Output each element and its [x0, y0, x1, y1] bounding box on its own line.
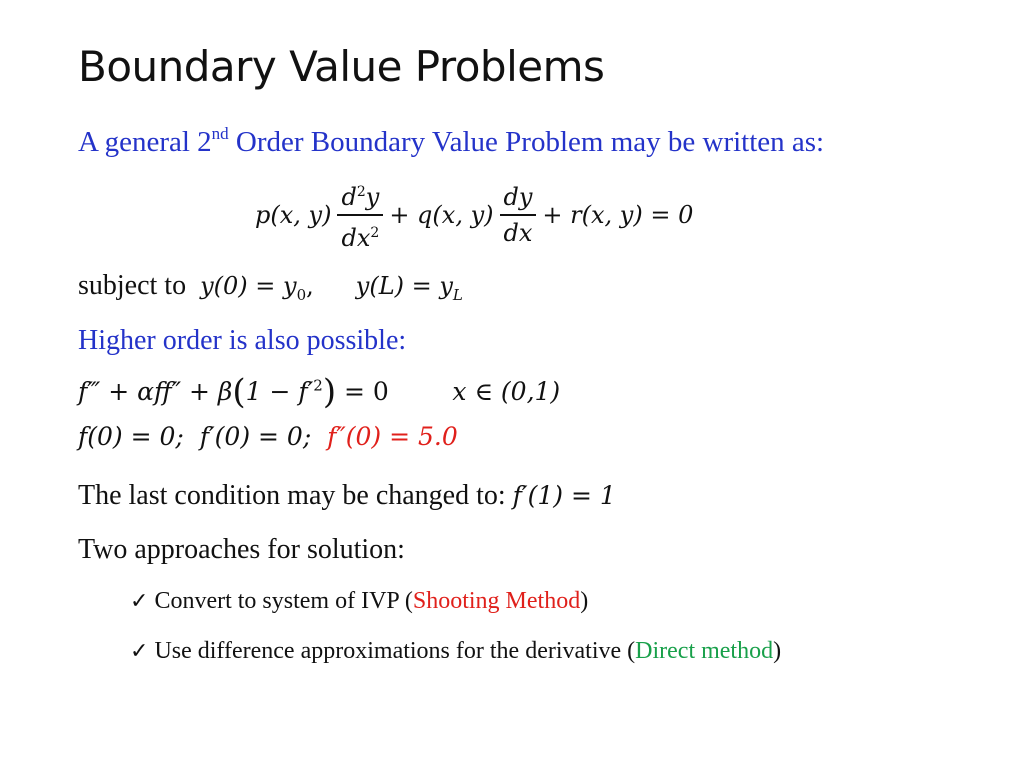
- third-order-equation: f‴ + $\alpha ff'' + \beta(1 - f'^2) = 0$ x ∈ (0,1): [78, 372, 561, 412]
- bc-left: $y(0) = y_0$,: [200, 272, 314, 304]
- last-condition-line: The last condition may be changed to: f′(1) = 1: [78, 480, 616, 511]
- direct-method-highlight: Direct method: [635, 638, 774, 664]
- intro-line: [78, 124, 824, 159]
- bvp-equation: [255, 175, 693, 255]
- bullet-direct-method: ✓ Use difference approximations for the derivative (Direct method): [130, 638, 782, 664]
- checkmark-icon: ✓: [130, 639, 149, 664]
- equation-domain: x ∈ (0,1): [452, 377, 561, 406]
- condition-f0: f(0) = 0;: [78, 422, 184, 451]
- approaches-heading: Two approaches for solution:: [78, 534, 405, 565]
- bc-right: $y(L) = y_L$: [355, 272, 463, 304]
- intro-suffix: Order Boundary Value Problem may be written as:: [228, 126, 825, 158]
- second-derivative-numerator: $d^2y$: [337, 177, 383, 216]
- first-derivative-fraction: [500, 182, 537, 248]
- subject-to-label: subject to: [78, 270, 187, 301]
- eq-q-term: + q(x, y): [389, 201, 494, 229]
- third-order-conditions: [78, 422, 458, 451]
- eq-p-term: p(x, y): [255, 201, 332, 229]
- intro-prefix: A general 2: [78, 126, 212, 158]
- second-derivative-fraction: [337, 177, 383, 253]
- shooting-method-highlight: Shooting Method: [412, 588, 581, 614]
- slide-title: Boundary Value Problems: [78, 42, 605, 91]
- higher-order-line: Higher order is also possible:: [78, 325, 407, 356]
- first-derivative-denominator: dx: [503, 219, 533, 247]
- eq-r-term: + r(x, y) = 0: [542, 201, 694, 229]
- last-condition-math: f′(1) = 1: [512, 481, 616, 510]
- checkmark-icon: ✓: [130, 589, 149, 614]
- condition-fprime0: f′(0) = 0;: [199, 422, 312, 451]
- boundary-conditions-line: [78, 270, 463, 304]
- intro-superscript: nd: [211, 124, 229, 143]
- second-derivative-denominator: $dx^2$: [341, 224, 380, 252]
- bullet-shooting-method: ✓ Convert to system of IVP (Shooting Method): [130, 588, 589, 614]
- condition-fdoubleprime0: f″(0) = 5.0: [327, 422, 458, 451]
- first-derivative-numerator: dy: [500, 182, 537, 216]
